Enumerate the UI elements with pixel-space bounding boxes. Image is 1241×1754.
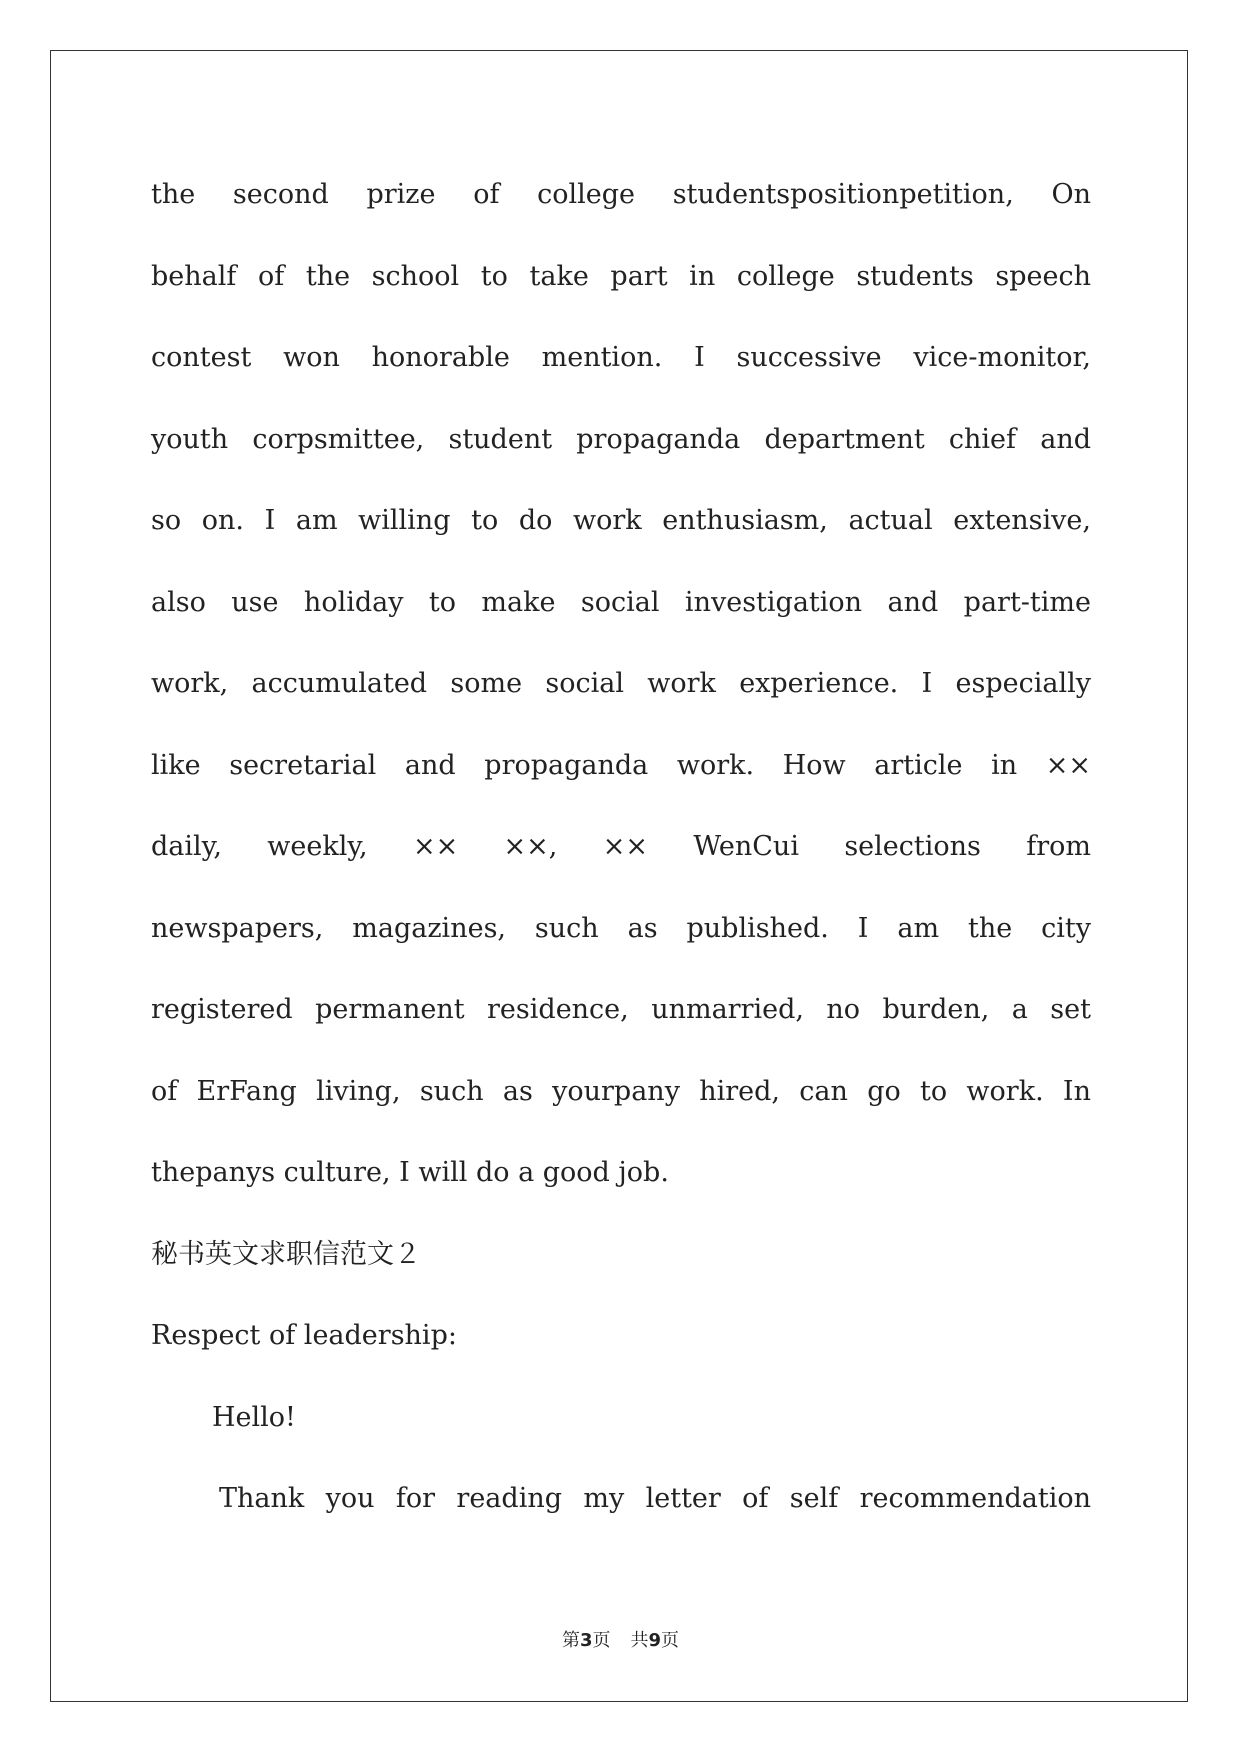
section-heading: 秘书英文求职信范文２ [151, 1238, 421, 1270]
body-line: so on. I am willing to do work enthusiasm, actual extensive, [151, 505, 1091, 536]
body-line: daily, weekly, ×× ××, ×× WenCui selections from [151, 831, 1091, 862]
document-body [151, 165, 1091, 1551]
salutation: Respect of leadership: [151, 1320, 457, 1351]
page-number: 3 [579, 1630, 593, 1651]
total-pages: 9 [648, 1630, 662, 1651]
page-suffix: 页 [592, 1630, 611, 1651]
page-prefix: 第 [561, 1630, 580, 1651]
body-line: also use holiday to make social investigation and part-time [151, 586, 1091, 618]
body-line: work, accumulated some social work experience. I especially [151, 668, 1091, 699]
total-suffix: 页 [661, 1630, 680, 1651]
body-line: like secretarial and propaganda work. How article in ×× [151, 749, 1091, 781]
opening-line: Thank you for reading my letter of self recommendation [219, 1483, 1091, 1514]
body-line: of ErFang living, such as yourpany hired, can go to work. In [151, 1075, 1091, 1107]
page-footer [0, 1626, 1241, 1652]
body-line: contest won honorable mention. I successive vice-monitor, [151, 342, 1091, 373]
body-line: registered permanent residence, unmarried, no burden, a set [151, 994, 1091, 1025]
body-line: youth corpsmittee, student propaganda department chief and [151, 423, 1091, 455]
body-line: the second prize of college studentspositionpetition, On [151, 179, 1091, 210]
body-line: thepanys culture, I will do a good job. [151, 1157, 669, 1188]
body-line: behalf of the school to take part in college students speech [151, 260, 1091, 292]
body-line: newspapers, magazines, such as published. I am the city [151, 912, 1091, 944]
total-prefix: 共 [630, 1630, 649, 1651]
greeting: Hello! [212, 1401, 296, 1433]
